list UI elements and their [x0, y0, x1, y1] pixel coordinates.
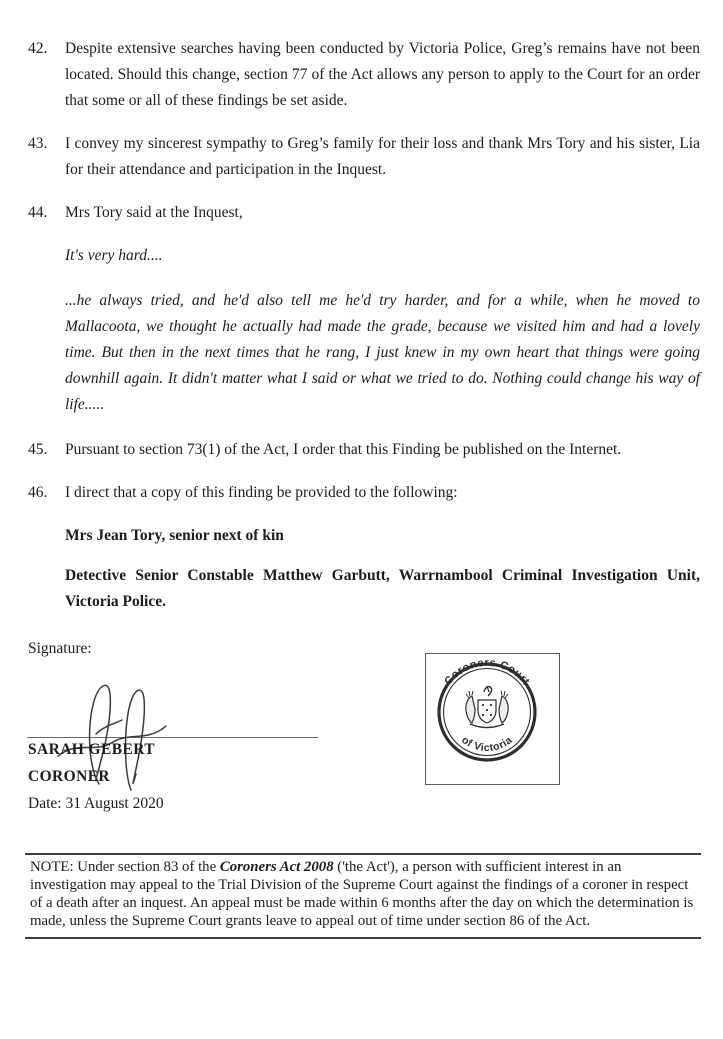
coat-of-arms-icon — [466, 686, 508, 728]
paragraph-number: 45. — [28, 441, 48, 458]
recipient-next-of-kin: Mrs Jean Tory, senior next of kin — [65, 527, 284, 544]
quote-body: ...he always tried, and he'd also tell me he'd try harder, and for a while, when he moved to Mallacoota, we thought he actually had made the grade, because we visited him and had a lovely time. But then in the next times that he rang, I just knew in my own heart that things were going downhill again. It didn't matter what I said or what we tried to do. Nothing could change his way of life..... — [65, 292, 700, 413]
note-text-before: NOTE: Under section 83 of the — [30, 859, 220, 875]
coroners-court-seal-icon — [426, 654, 558, 783]
paragraph-42 — [28, 36, 700, 114]
court-seal-stamp-box — [425, 653, 560, 785]
paragraph-number: 42. — [28, 40, 48, 57]
paragraph-number: 43. — [28, 135, 48, 152]
appeal-note — [25, 853, 701, 939]
signature-label: Signature: — [28, 640, 92, 657]
note-text-after: ('the Act'), a person with sufficient interest in an investigation may appeal to the Trial Division of the Supreme Court against the findings of a coroner in respect of a death after an inquest. An appeal must be made within 6 months after the day on which the determination is made, unless the Supreme Court grants leave to appeal out of time under section 86 of the Act. — [30, 859, 694, 929]
paragraph-number: 44. — [28, 204, 48, 221]
paragraph-text: Pursuant to section 73(1) of the Act, I order that this Finding be published on the Internet. — [65, 441, 622, 458]
signatory-name: SARAH GEBERT — [28, 741, 155, 758]
paragraph-46 — [28, 480, 700, 506]
paragraph-text: Mrs Tory said at the Inquest, — [65, 204, 243, 221]
svg-text:Coroners Court — [442, 657, 532, 688]
paragraph-44 — [28, 200, 700, 226]
paragraph-text: I convey my sincerest sympathy to Greg’s family for their loss and thank Mrs Tory and his sister, Lia for their attendance and participation in the Inquest. — [65, 135, 700, 178]
paragraph-text: I direct that a copy of this finding be provided to the following: — [65, 484, 458, 501]
signature-date: Date: 31 August 2020 — [28, 795, 164, 812]
paragraph-text: Despite extensive searches having been conducted by Victoria Police, Greg’s remains have not been located. Should this change, section 77 of the Act allows any person to apply to the Court for an order that some or all of these findings be set aside. — [65, 40, 700, 109]
signature-line — [27, 737, 318, 738]
paragraph-45 — [28, 437, 700, 463]
signatory-title: CORONER — [28, 768, 111, 785]
paragraph-number: 46. — [28, 484, 48, 501]
seal-arc-bottom-text: of Victoria — [459, 734, 515, 755]
quote-opening: It's very hard.... — [65, 247, 163, 264]
note-act-title: Coroners Act 2008 — [219, 859, 334, 875]
recipient-detective: Detective Senior Constable Matthew Garbutt, Warrnambool Criminal Investigation Unit, Victoria Police. — [65, 567, 700, 610]
paragraph-43 — [28, 131, 700, 183]
seal-arc-top-text: Coroners Court — [442, 656, 532, 688]
